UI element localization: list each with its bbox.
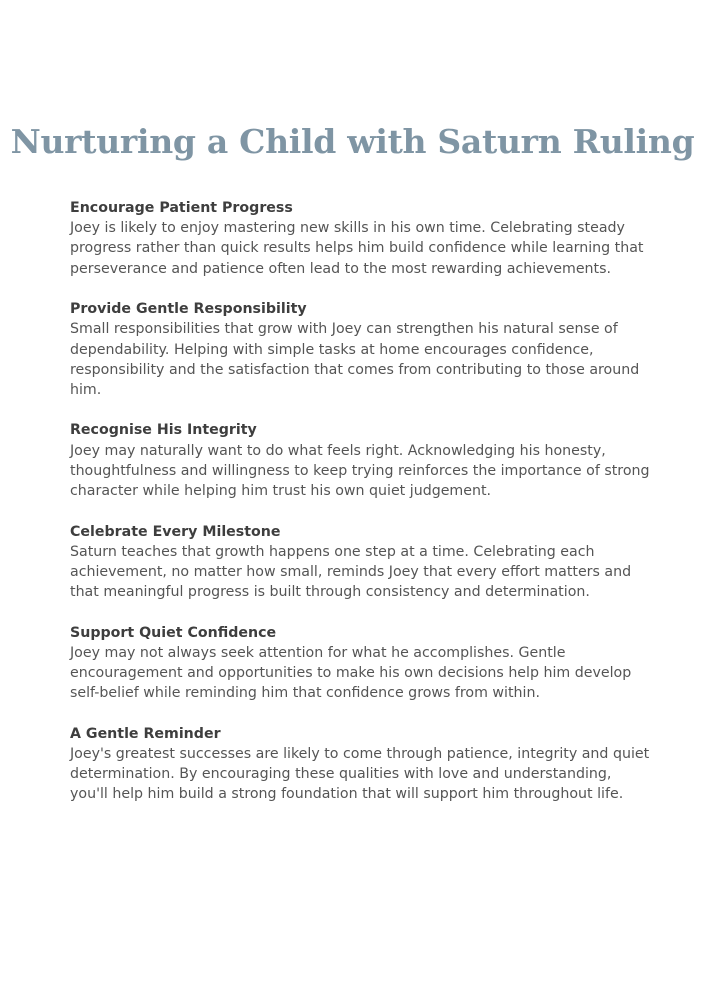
section-celebrate-every-milestone	[70, 522, 650, 603]
section-body: Joey's greatest successes are likely to come through patience, integrity and quiet determination. By encouraging these qualities with love and understanding, you'll help him build a strong foundation that will support him throughout life.	[70, 745, 650, 803]
section-a-gentle-reminder	[70, 724, 650, 805]
section-heading: Encourage Patient Progress	[70, 200, 293, 216]
section-body: Joey may naturally want to do what feels right. Acknowledging his honesty, thoughtfulness and willingness to keep trying reinforces the importance of strong character while helping him trust his own quiet judgement.	[70, 442, 650, 500]
section-heading: Celebrate Every Milestone	[70, 523, 281, 540]
section-provide-gentle-responsibility	[70, 299, 650, 400]
section-body: Small responsibilities that grow with Joey can strengthen his natural sense of dependability. Helping with simple tasks at home encourages confidence, responsibility and the satisfaction that comes from contributing to those around him.	[70, 321, 640, 398]
section-heading: Support Quiet Confidence	[70, 624, 277, 641]
section-body: Joey may not always seek attention for what he accomplishes. Gentle encouragement and opportunities to make his own decisions help him develop self-belief while reminding him that confidence grows from within.	[70, 644, 632, 702]
section-heading: A Gentle Reminder	[70, 725, 221, 742]
sections-list	[70, 198, 650, 825]
section-encourage-patient-progress	[70, 198, 650, 279]
section-recognise-his-integrity	[70, 420, 650, 501]
section-support-quiet-confidence	[70, 623, 650, 704]
section-heading: Recognise His Integrity	[70, 422, 257, 439]
section-body: Saturn teaches that growth happens one step at a time. Celebrating each achievement, no matter how small, reminds Joey that every effort matters and that meaningful progress is built through consistency and determination.	[70, 543, 632, 601]
page-title: Nurturing a Child with Saturn Ruling	[10, 122, 695, 161]
section-body: Joey is likely to enjoy mastering new skills in his own time. Celebrating steady progress rather than quick results helps him build confidence while learning that perseverance and patience often lead to the most rewarding achievements.	[70, 220, 644, 277]
section-heading: Provide Gentle Responsibility	[70, 301, 307, 318]
